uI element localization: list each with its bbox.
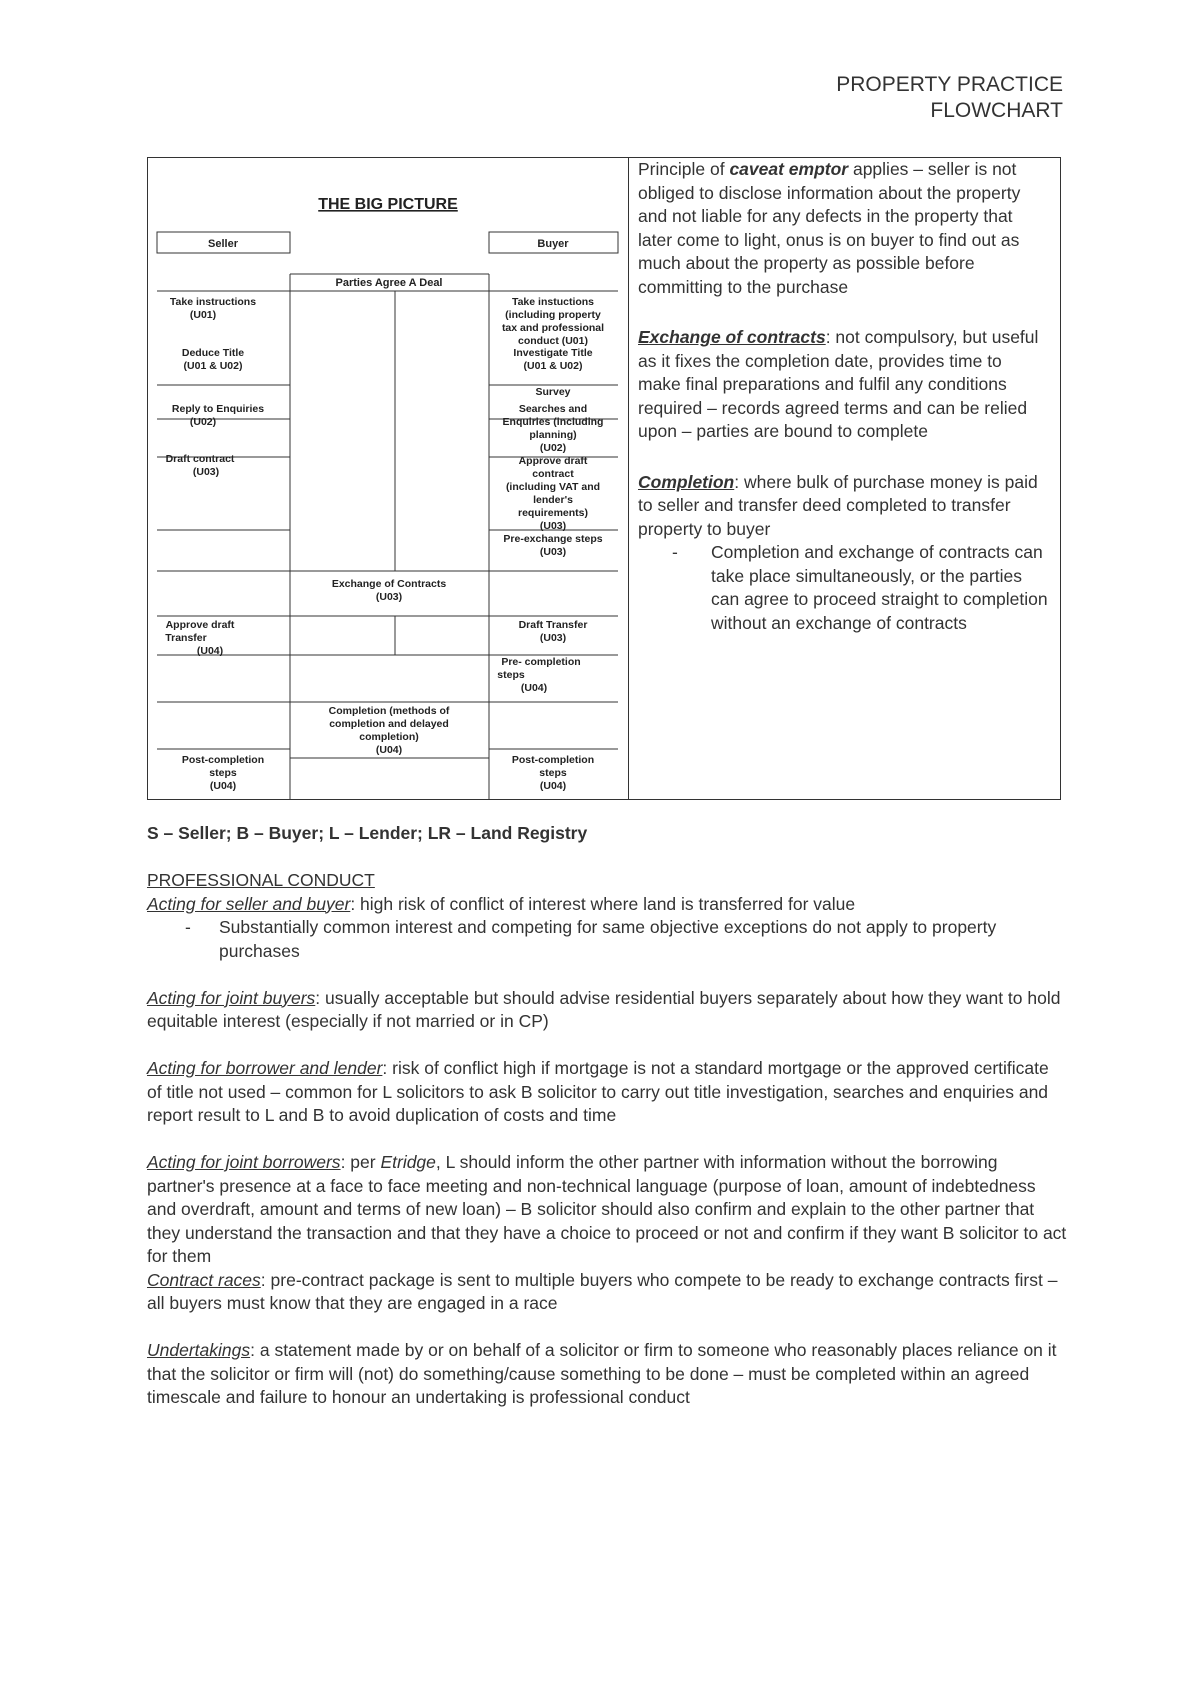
- big-picture-diagram: [148, 158, 628, 799]
- s-post-completion-3: (U04): [209, 780, 237, 792]
- overview-table: [147, 157, 1061, 800]
- para-borrower-lender: Acting for borrower and lender: risk of conflict high if mortgage is not a standard mortgage or the approved certificate of title not used – common for L solicitors to ask B solicitor to carry out title investigation, searches and enquiries and report result to L and B to avoid duplication of costs and time: [147, 1058, 1049, 1125]
- b-approve-contract: Approve draft: [518, 455, 588, 467]
- seller-label: Seller: [208, 238, 238, 250]
- s-post-completion: Post-completion: [181, 754, 265, 766]
- b-searches-3: planning): [529, 429, 577, 441]
- s-deduce-title: Deduce Title: [181, 347, 245, 359]
- exchange-of-contracts: Exchange of Contracts: [331, 578, 447, 590]
- s-reply-enquiries: Reply to Enquiries: [171, 403, 265, 415]
- b-investigate-title: Investigate Title: [513, 347, 593, 359]
- note-exchange: Exchange of contracts: not compulsory, but useful as it fixes the completion date, provides time to make final preparations and fulfil any conditions required – records agreed terms and can be relied upon – parties are bound to complete: [638, 327, 1039, 441]
- s-reply-enquiries-code: (U02): [189, 416, 217, 428]
- b-searches: Searches and: [518, 403, 588, 415]
- para-joint-buyers: Acting for joint buyers: usually acceptable but should advise residential buyers separately about how they want to hold equitable interest (especially if not married or in CP): [147, 987, 1061, 1031]
- professional-conduct-section: [147, 822, 1067, 1433]
- buyer-label: Buyer: [537, 238, 569, 250]
- para-contract-races: Contract races: pre-contract package is sent to multiple buyers who compete to be ready to exchange contracts first – all buyers must know that they are engaged in a race: [147, 1269, 1058, 1313]
- diagram-title: THE BIG PICTURE: [318, 196, 458, 213]
- b-post-completion: Post-completion: [511, 754, 595, 766]
- s-approve-transfer: Approve draft: [165, 619, 235, 631]
- b-searches-4: (U02): [539, 442, 567, 454]
- completion: Completion (methods of: [328, 705, 450, 717]
- b-draft-transfer: Draft Transfer: [518, 619, 588, 631]
- b-pre-exchange-code: (U03): [539, 546, 567, 558]
- parties-agree-label: Parties Agree A Deal: [335, 277, 443, 289]
- b-approve-contract-3: (including VAT and: [505, 481, 601, 493]
- para-seller-buyer: Acting for seller and buyer: high risk of conflict of interest where land is transferred for value: [147, 893, 856, 914]
- s-take-instructions-code: (U01): [189, 309, 217, 321]
- s-deduce-title-code: (U01 & U02): [183, 360, 243, 372]
- b-post-completion-2: steps: [539, 767, 567, 779]
- b-take-instructions: Take instuctions: [511, 296, 595, 308]
- flowchart-svg: [148, 158, 628, 799]
- para-seller-buyer-sub: - Substantially common interest and competing for same objective exceptions do not apply to property purchases: [185, 917, 997, 961]
- b-investigate-title-code: (U01 & U02): [523, 360, 583, 372]
- s-approve-transfer-2: Transfer: [165, 632, 207, 644]
- b-approve-contract-4: lender's: [533, 494, 573, 506]
- b-take-instructions-2: (including property: [505, 309, 601, 321]
- b-draft-transfer-code: (U03): [539, 632, 567, 644]
- b-approve-contract-2: contract: [532, 468, 574, 480]
- completion-3: completion): [359, 731, 419, 743]
- s-post-completion-2: steps: [209, 767, 237, 779]
- note-completion: Completion: where bulk of purchase money is paid to seller and transfer deed completed to transfer property to buyer: [638, 471, 1038, 539]
- b-pre-completion: Pre- completion: [501, 656, 581, 668]
- para-joint-borrowers: Acting for joint borrowers: per Etridge, L should inform the other partner with information without the borrowing partner's presence at a face to face meeting and non-technical language (purpose of loan, amount of indebtedness and overdraft, amount and terms of new loan) – B solicitor should also confirm and explain to the other partner that they understand the transaction and that they have a choice to proceed or not and confirm if they want B solicitor to act for them: [147, 1152, 1067, 1266]
- exchange-of-contracts-code: (U03): [375, 591, 403, 603]
- notes-column: [638, 158, 1048, 635]
- note-completion-sub: - Completion and exchange of contracts can take place simultaneously, or the parties can agree to proceed straight to completion without an exchange of contracts: [672, 542, 1048, 633]
- b-take-instructions-4: conduct (U01): [517, 335, 589, 347]
- completion-2: completion and delayed: [329, 718, 449, 730]
- b-approve-contract-5: requirements): [517, 507, 589, 519]
- b-pre-completion-3: (U04): [520, 682, 548, 694]
- completion-4: (U04): [375, 744, 403, 756]
- note-caveat-emptor: Principle of caveat emptor applies – seller is not obliged to disclose information about the property and not liable for any defects in the property that later come to light, onus is on buyer to find out as much about the property as possible before committing to the purchase: [638, 159, 1021, 297]
- b-post-completion-3: (U04): [539, 780, 567, 792]
- s-draft-contract-code: (U03): [192, 466, 220, 478]
- page-header: [836, 72, 1063, 124]
- table-divider: [628, 158, 629, 799]
- b-pre-exchange: Pre-exchange steps: [503, 533, 603, 545]
- header-line-1: PROPERTY PRACTICE: [836, 73, 1063, 96]
- s-draft-contract: Draft contract: [165, 453, 235, 465]
- b-searches-2: Enquiries (including: [502, 416, 604, 428]
- header-line-2: FLOWCHART: [930, 99, 1063, 122]
- b-survey: Survey: [535, 386, 571, 398]
- para-undertakings: Undertakings: a statement made by or on behalf of a solicitor or firm to someone who reasonably places reliance on it that the solicitor or firm will (not) do something/cause something to be done – must be completed within an agreed timescale and failure to honour an undertaking is professional conduct: [147, 1340, 1057, 1407]
- b-approve-contract-6: (U03): [539, 520, 567, 532]
- b-take-instructions-3: tax and professional: [501, 322, 605, 334]
- legend: S – Seller; B – Buyer; L – Lender; LR – Land Registry: [147, 823, 588, 843]
- s-approve-transfer-3: (U04): [196, 645, 224, 657]
- s-take-instructions: Take instructions: [169, 296, 257, 308]
- b-pre-completion-2: steps: [497, 669, 525, 681]
- section-title: PROFESSIONAL CONDUCT: [147, 870, 375, 890]
